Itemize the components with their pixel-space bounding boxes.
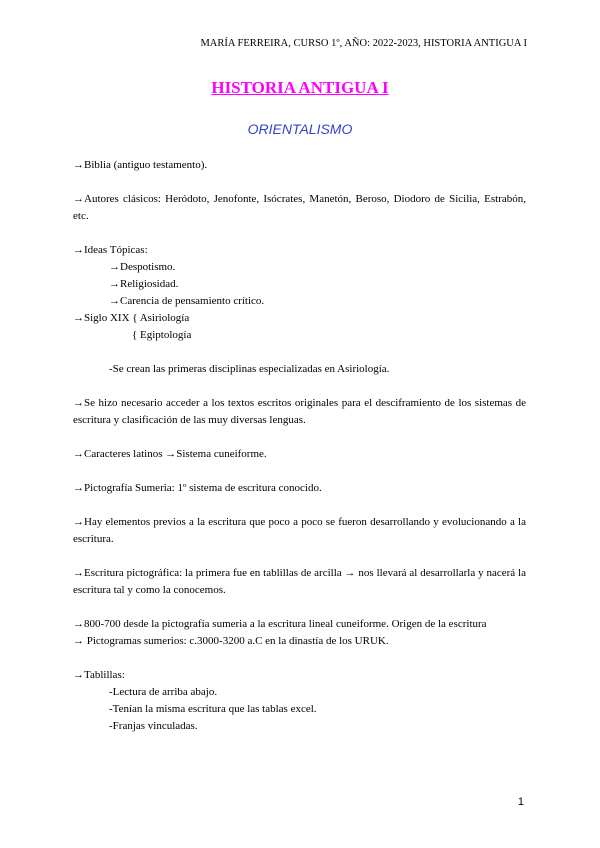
list-item: →Carencia de pensamiento crítico. bbox=[109, 295, 265, 307]
body-line: →Pictografía Sumeria: 1º sistema de escritura conocido. bbox=[73, 482, 322, 494]
body-line: → Pictogramas sumerios: c.3000-3200 a.C en la dinastía de los URUK. bbox=[73, 635, 389, 647]
document-title-block bbox=[0, 78, 600, 98]
body-paragraph: →Se hizo necesario acceder a los textos escritos originales para el desciframiento de los sistemas de escritura y clasificación de las muy diversas lenguas. bbox=[73, 397, 526, 426]
page-number: 1 bbox=[517, 796, 524, 808]
body-paragraph: →Escritura pictográfica: la primera fue en tablillas de arcilla → nos llevará al desarrollarla y nacerá la escritura tal y como la conocemos. bbox=[73, 567, 526, 596]
list-item: →Despotismo. bbox=[109, 261, 176, 273]
list-item: { Egiptología bbox=[132, 329, 192, 341]
body-paragraph: →Autores clásicos: Heródoto, Jenofonte, Isócrates, Manetón, Beroso, Diodoro de Sicilia, Estrabón, etc. bbox=[73, 193, 526, 222]
list-item: -Lectura de arriba abajo. bbox=[109, 686, 218, 698]
body-line: →Caracteres latinos →Sistema cuneiforme. bbox=[73, 448, 267, 460]
list-item: →Religiosidad. bbox=[109, 278, 179, 290]
section-subtitle: ORIENTALISMO bbox=[247, 121, 353, 137]
list-item: -Franjas vinculadas. bbox=[109, 720, 198, 732]
body-line: →Biblia (antiguo testamento). bbox=[73, 159, 208, 171]
document-body bbox=[73, 157, 526, 735]
body-paragraph: →Hay elementos previos a la escritura que poco a poco se fueron desarrollando y evolucionando a la escritura. bbox=[73, 516, 526, 545]
body-line: →Tablillas: bbox=[73, 669, 125, 681]
body-line: →800-700 desde la pictografía sumeria a la escritura lineal cuneiforme. Origen de la escritura bbox=[73, 618, 487, 630]
body-line: -Se crean las primeras disciplinas especializadas en Asiriología. bbox=[109, 363, 390, 375]
body-line: →Siglo XIX { Asiriología bbox=[73, 312, 190, 324]
list-item: -Tenían la misma escritura que las tablas excel. bbox=[109, 703, 317, 715]
page-header: MARÍA FERREIRA, CURSO 1º, AÑO: 2022-2023, HISTORIA ANTIGUA I bbox=[200, 38, 527, 49]
body-line: →Ideas Tópicas: bbox=[73, 244, 148, 256]
document-title: HISTORIA ANTIGUA I bbox=[211, 78, 389, 97]
